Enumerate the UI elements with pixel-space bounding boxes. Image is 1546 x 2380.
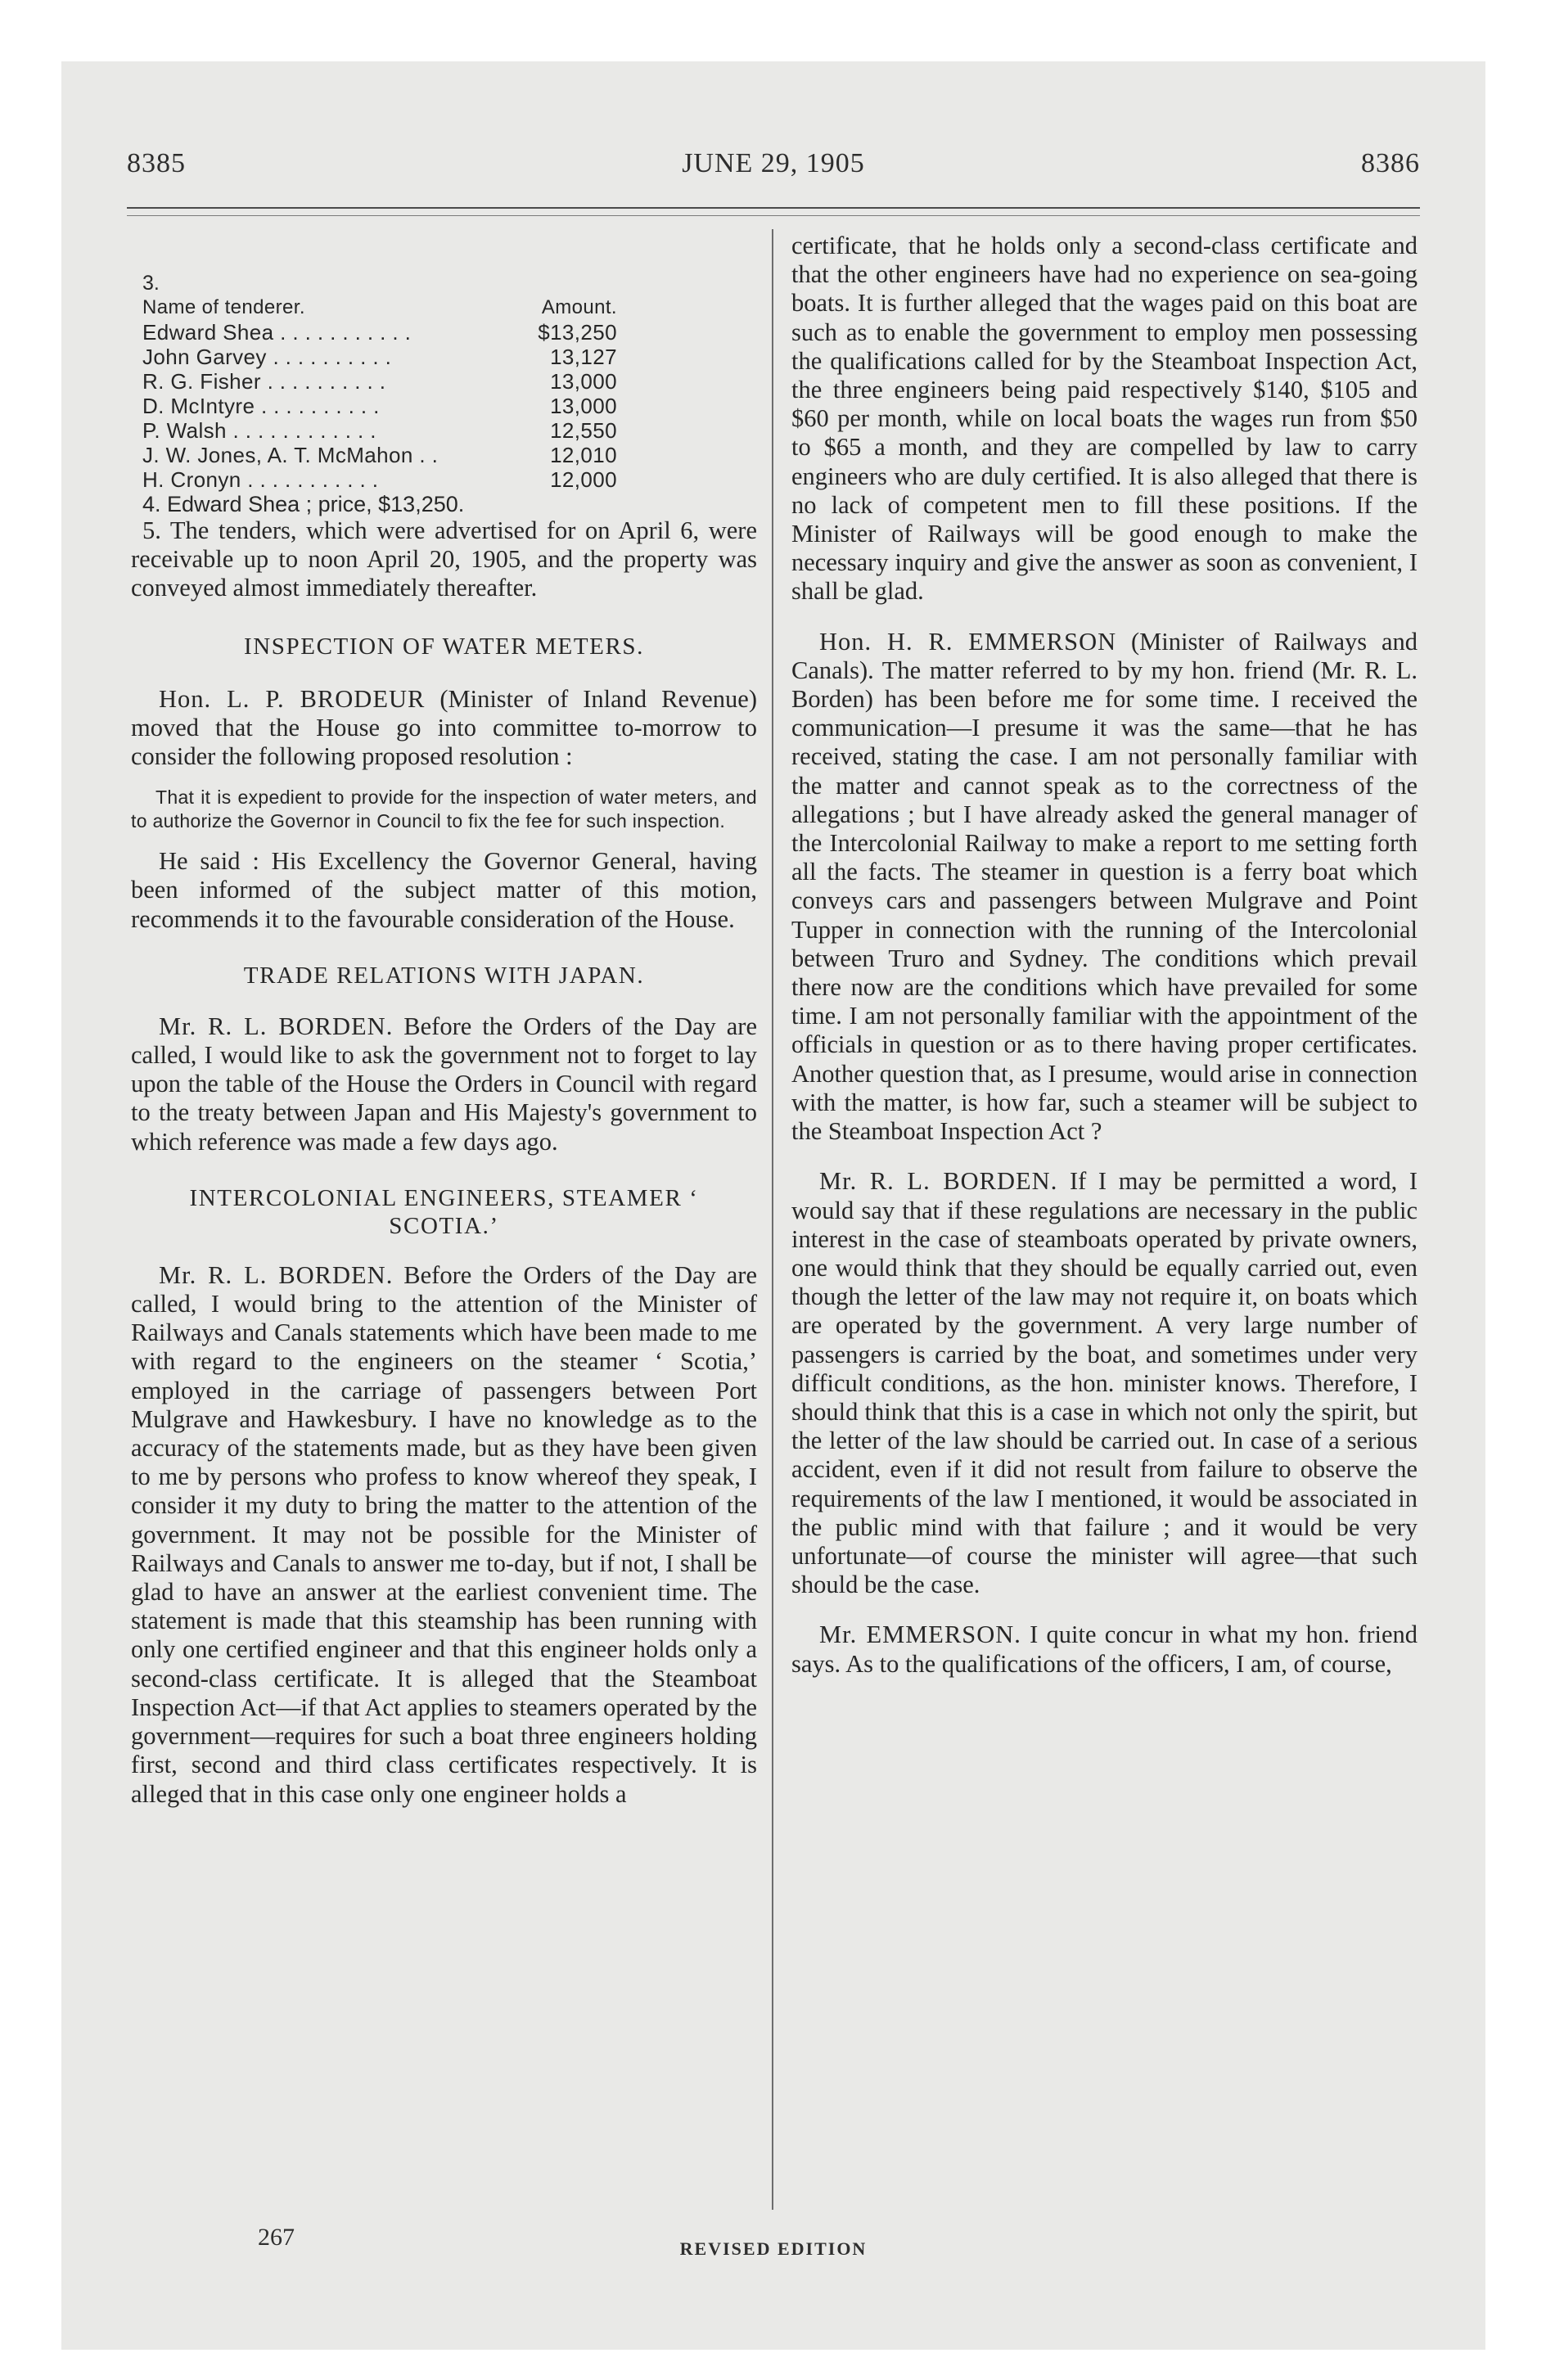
emmerson-text: (Minister of Railways and Canals). The matter referred to by my hon. friend (Mr. R. L. Borden) has been before me for some time. I received the communication—I presume it was the same—that he has received, stating the case. I am not personally familiar with the matter and cannot speak as to the correctness of the allegations ; but I have already asked the general manager of the Intercolonial Railway to make a report to me setting forth all the facts. The steamer in question is a ferry boat which conveys cars and passengers between Mulgrave and Point Tupper in connection with the running of the Intercolonial between Truro and Sydney. The conditions which prevail there now are the conditions which have prevailed for some time. I am not personally familiar with the appointment of the officials in question or as to there having proper certificates. Another question that, as I presume, would arise in connection with the matter, is how far, such a steamer will be subject to the Steamboat Inspection Act ? <box>791 627 1418 1146</box>
dot-leader: . . <box>419 443 439 467</box>
tenderer-name: P. Walsh <box>142 418 227 443</box>
paragraph-emmerson-reply <box>791 1620 1418 1678</box>
page-date: JUNE 29, 1905 <box>682 148 865 178</box>
col-name-header: Name of tenderer. <box>142 296 305 318</box>
dot-leader: . . . . . . . . . . <box>273 345 392 369</box>
tenderer-name: D. McIntyre <box>142 394 255 418</box>
speaker-borden: Mr. R. L. BORDEN. <box>159 1260 394 1289</box>
borden-japan-text: Before the Orders of the Day are called, I would like to ask the government not to forget to lay upon the table of the House the Orders in Council with regard to the treaty between Japan and His Majesty's government to which reference was made a few days ago. <box>131 1012 758 1156</box>
heading-water-meters: INSPECTION OF WATER METERS. <box>244 633 644 660</box>
dot-leader: . . . . . . . . . . <box>260 394 380 418</box>
item-3-label: 3. <box>142 272 160 295</box>
right-page-number: 8386 <box>1360 148 1420 178</box>
item-5: 5. The tenders, which were advertised for on April 6, were receivable up to noon April 20, 1905, and the property was conveyed almost immediately thereafter. <box>131 516 757 602</box>
right-column <box>791 232 1418 1679</box>
speaker-emmerson: Mr. EMMERSON. <box>819 1620 1021 1649</box>
tender-amount: 13,000 <box>550 369 617 394</box>
emmerson-reply-text: I quite concur in what my hon. friend says. As to the qualifications of the officers, I am, of course, <box>791 1620 1418 1678</box>
item-4: 4. Edward Shea ; price, $13,250. <box>142 492 465 516</box>
paragraph-emmerson <box>791 628 1418 1147</box>
tender-amount: 12,550 <box>550 418 617 443</box>
tender-amount: 13,127 <box>550 345 617 369</box>
tender-table <box>142 295 617 492</box>
tender-amount: 12,000 <box>550 467 617 492</box>
heading-scotia: INTERCOLONIAL ENGINEERS, STEAMER ‘ SCOTIA.’ <box>189 1184 699 1239</box>
tenderer-name: H. Cronyn <box>142 467 241 492</box>
speaker-emmerson: Hon. H. R. EMMERSON <box>819 627 1117 656</box>
brodeur-text: (Minister of Inland Revenue) moved that the House go into committee to-morrow to consider the following proposed resolution : <box>131 684 757 771</box>
header-rule <box>127 207 1420 209</box>
table-row <box>142 467 617 492</box>
page-sheet <box>61 61 1485 2350</box>
paragraph-borden-japan <box>131 1012 757 1156</box>
resolution-text: That it is expedient to provide for the inspection of water meters, and to authorize the Governor in Council to fix the fee for such inspection. <box>131 787 757 832</box>
speaker-borden: Mr. R. L. BORDEN. <box>819 1167 1058 1196</box>
borden-reply-text: If I may be permitted a word, I would say that if these regulations are necessary in the public interest in the case of steamboats operated by private owners, one would think that they should be equally carried out, even though the letter of the law may not require it, on boats which are operated by the government. A very large number of passengers is carried by the boat, and sometimes under very difficult conditions, as the hon. minister knows. Therefore, I should think that this is a case in which not only the spirit, but the letter of the law should be carried out. In case of a serious accident, even if it did not result from failure to observe the requirements of the law I mentioned, it would be associated in the public mind with that failure ; and it would be very unfortunate—of course the minister will agree—that such should be the case. <box>791 1167 1418 1599</box>
borden-scotia-text: Before the Orders of the Day are called, I would bring to the attention of the Minister of Railways and Canals statements which have been made to me with regard to the engineers on the steamer ‘ Scotia,’ employed in the carriage of passengers between Port Mulgrave and Hawkesbury. I have no knowledge as to the accuracy of the statements made, but as they have been given to me by persons who profess to know whereof they speak, I consider it my duty to bring the matter to the attention of the government. It may not be possible for the Minister of Railways and Canals to answer me to-day, but if not, I shall be glad to have an answer at the earliest convenient time. The statement is made that this steamship has been running with only one certified engineer and that this engineer holds only a second-class certificate. It is alleged that the Steamboat Inspection Act—if that Act applies to steamers operated by the government—requires for such a boat three engineers holding first, second and third class certificates respectively. It is alleged that in this case only one engineer holds a <box>131 1260 758 1808</box>
table-row <box>142 394 617 418</box>
paragraph-continuation: certificate, that he holds only a second-class certificate and that the other engineers have had no experience on sea-going boats. It is further alleged that the wages paid on this boat are such as to enable the government to employ men possessing the qualifications called for by the Steamboat Inspection Act, the three engineers being paid respectively $140, $105 and $60 per month, while on local boats the wages run from $50 to $65 a month, and they are compelled by law to carry engineers who are duly certified. It is also alleged that there is no lack of competent men to fill these positions. If the Minister of Railways will be good enough to make the necessary inquiry and give the answer as soon as convenient, I shall be glad. <box>791 232 1418 606</box>
tender-amount: 13,000 <box>550 394 617 418</box>
column-divider <box>772 229 773 2210</box>
tender-amount: 12,010 <box>550 443 617 467</box>
tender-amount: $13,250 <box>538 320 617 345</box>
left-column <box>131 232 757 1809</box>
edition-label: REVISED EDITION <box>679 2238 868 2259</box>
table-row <box>142 345 617 369</box>
page-header <box>127 143 1420 184</box>
paragraph-brodeur <box>131 685 757 772</box>
tender-table-header <box>142 295 617 320</box>
dot-leader: . . . . . . . . . . <box>267 369 386 394</box>
tenderer-name: Edward Shea <box>142 320 274 345</box>
speaker-borden: Mr. R. L. BORDEN. <box>159 1012 394 1040</box>
table-row <box>142 320 617 345</box>
header-rule-thin <box>127 215 1420 216</box>
dot-leader: . . . . . . . . . . . <box>247 467 379 492</box>
heading-japan: TRADE RELATIONS WITH JAPAN. <box>243 962 645 989</box>
tenderer-name: J. W. Jones, A. T. McMahon <box>142 443 413 467</box>
col-amount-header: Amount. <box>541 296 617 318</box>
tenderer-name: John Garvey <box>142 345 267 369</box>
sheet-number: 267 <box>258 2224 295 2251</box>
tenderer-name: R. G. Fisher <box>142 369 261 394</box>
left-page-number: 8385 <box>127 148 186 178</box>
dot-leader: . . . . . . . . . . . <box>280 320 412 345</box>
speaker-brodeur: Hon. L. P. BRODEUR <box>159 684 426 713</box>
paragraph-he-said: He said : His Excellency the Governor General, having been informed of the subject matter of this motion, recommends it to the favourable consideration of the House. <box>131 847 757 933</box>
table-row <box>142 443 617 467</box>
table-row <box>142 418 617 443</box>
paragraph-borden-reply <box>791 1167 1418 1599</box>
table-row <box>142 369 617 394</box>
paragraph-borden-scotia <box>131 1261 757 1809</box>
dot-leader: . . . . . . . . . . . . <box>232 418 376 443</box>
